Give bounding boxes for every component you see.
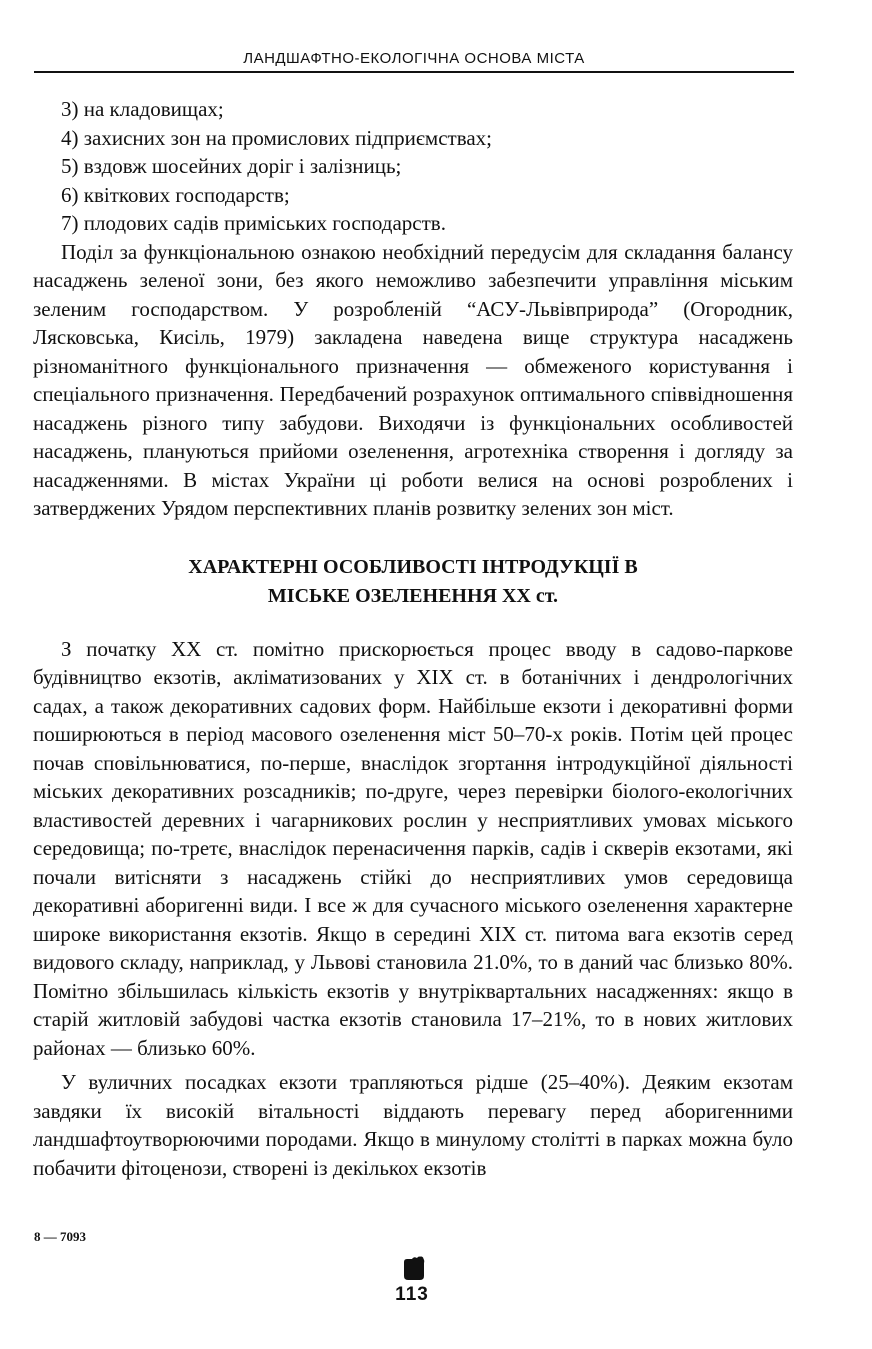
header-rule [34, 71, 794, 73]
list-item-6: 6) квіткових господарств; [61, 182, 290, 207]
list-item-5: 5) вздовж шосейних доріг і залізниць; [61, 154, 402, 178]
paragraph-functional-division: Поділ за функціональною ознакою необхідний передусім для складання балансу насаджень зеленої зони, без якого неможливо забезпечити управління міським зеленим господарством. У розробленій “АСУ-Львівприрода” (Огородник, Лясковська, Кисіль, 1979) закладена наведена вище структура насаджень різноманітного функціонального призначення — обмеженого користування і спеціального призначення. Передбачений розрахунок оптимального співвідношення насаджень різного типу забудови. Виходячи із функціональних особливостей насаджень, плануються прийоми озеленення, агротехніка створення і догляду за насадженнями. В містах України ці роботи велися на основі розроблених і затверджених Урядом перспективних планів розвитку зелених зон міст. [33, 239, 793, 520]
section-heading-line-1: ХАРАКТЕРНІ ОСОБЛИВОСТІ ІНТРОДУКЦІЇ В [188, 555, 638, 578]
paragraph-introduction-history: З початку XX ст. помітно прискорюється процес вводу в садово-паркове будівництво екзотів, акліматизованих у XIX ст. в ботанічних і дендрологічних садах, а також декоративних садових форм. Найбільше екзоти і декоративні форми поширюються в період масового озеленення міст 50–70-х років. Потім цей процес почав сповільнюватися, по-перше, внаслідок згортання інтродукційної діяльності міських декоративних розсадників; по-друге, через перевірки біолого-екологічних властивостей деревних і чагарникових рослин у несприятливих умовах міського середовища; по-третє, внаслідок перенасичення парків, садів і скверів екзотами, які почали витісняти з насаджень стійкі до несприятливих умов середовища декоративні аборигенні види. І все ж для сучасного міського озеленення характерне широке використання екзотів. Якщо в середині XIX ст. питома вага екзотів серед видового складу, наприклад, у Львові становила 21.0%, то в даний час близько 80%. Помітно збільшилась кількість екзотів у внутріквартальних насадженнях: якщо в старій житловій забудові частка екзотів становила 17–21%, то в нових житлових районах — близько 60%. [33, 636, 793, 1060]
publisher-logo-icon [400, 1254, 428, 1282]
enumerated-list [33, 95, 793, 238]
page-number: 113 [395, 1284, 429, 1305]
printer-signature-mark: 8 — 7093 [34, 1229, 86, 1244]
list-item-3: 3) на кладовищах; [61, 97, 224, 121]
running-title: ЛАНДШАФТНО-ЕКОЛОГІЧНА ОСНОВА МІСТА [243, 50, 585, 67]
section-heading-line-2: МІСЬКЕ ОЗЕЛЕНЕННЯ XX ст. [267, 584, 559, 607]
paragraph-street-plantings: У вуличних посадках екзоти трапляються рідше (25–40%). Деяким екзотам завдяки їх високій вітальності віддають перевагу перед аборигенними ландшафтоутворюючими породами. Якщо в минулому столітті в парках можна було побачити фітоценози, створені із декількох екзотів [33, 1070, 793, 1180]
list-item-7: 7) плодових садів приміських господарств. [61, 211, 446, 235]
page-body [33, 95, 793, 1182]
list-item-4: 4) захисних зон на промислових підприємствах; [61, 125, 493, 150]
section-heading [33, 553, 793, 611]
